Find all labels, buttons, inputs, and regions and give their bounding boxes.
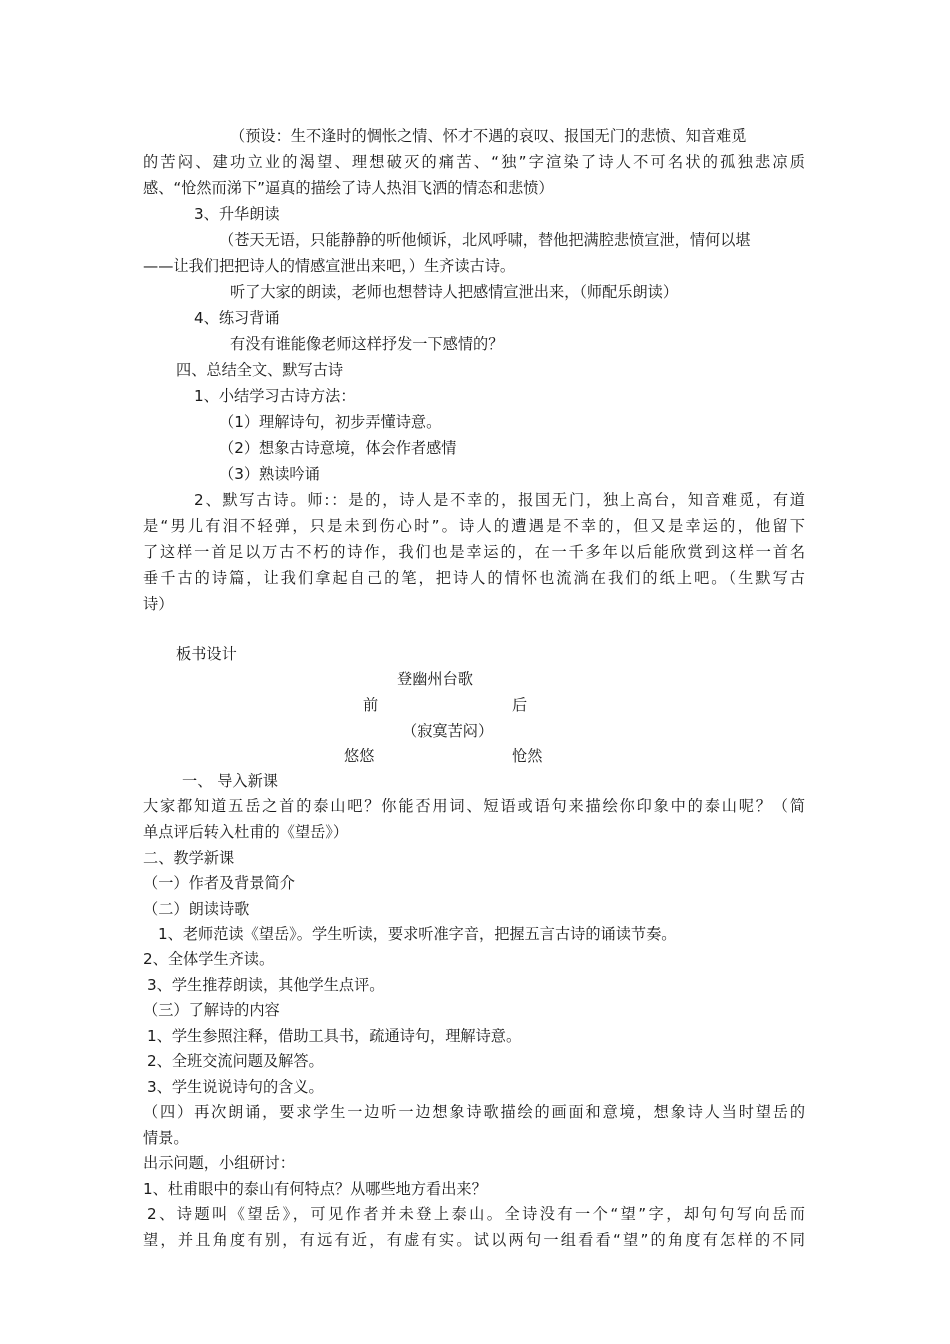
list-item: 2、全体学生齐读。 — [143, 950, 275, 968]
section-heading: 3、升华朗读 — [194, 205, 280, 223]
list-item: 1、老师范读《望岳》。学生听读，要求听准字音，把握五言古诗的诵读节奏。 — [158, 925, 677, 943]
paragraph-line: 出示问题，小组研讨： — [143, 1154, 295, 1172]
paragraph-line: 单点评后转入杜甫的《望岳》） — [143, 823, 349, 841]
list-item: 1、学生参照注释，借助工具书，疏通诗句，理解诗意。 — [147, 1027, 522, 1045]
paragraph-line: ——让我们把把诗人的情感宣泄出来吧，）生齐读古诗。 — [143, 257, 516, 275]
preset-note-line: （预设：生不逢时的惆怅之情、怀才不遇的哀叹、报国无门的悲愤、知音难觅 — [230, 127, 747, 145]
sub-heading: （三）了解诗的内容 — [143, 1001, 280, 1019]
paragraph-line: 了这样一首足以万古不朽的诗作，我们也是幸运的，在一千多年以后能欣赏到这样一首名 — [143, 543, 805, 561]
list-item: （1）理解诗句，初步弄懂诗意。 — [219, 413, 442, 431]
paragraph-line: 听了大家的朗读，老师也想替诗人把感情宣泄出来，（师配乐朗读） — [230, 283, 679, 301]
preset-note-line: 的苦闷、建功立业的渴望、理想破灭的痛苦、“独”字渲染了诗人不可名状的孤独悲凉质 — [143, 153, 805, 171]
paragraph-line: 有没有谁能像老师这样抒发一下感情的？ — [230, 335, 504, 353]
preset-note-line: 感、“怆然而涕下”逼真的描绘了诗人热泪飞洒的情态和悲愤） — [143, 179, 554, 197]
paragraph-line: 望，并且角度有别，有远有近，有虚有实。试以两句一组看看“望”的角度有怎样的不同 — [143, 1231, 805, 1249]
list-item: 3、学生推荐朗读，其他学生点评。 — [147, 976, 385, 994]
list-item: （3）熟读吟诵 — [219, 465, 320, 483]
list-item: 3、学生说说诗句的含义。 — [147, 1078, 324, 1096]
paragraph-line: 大家都知道五岳之首的泰山吧？你能否用词、短语或语句来描绘你印象中的泰山呢？（简 — [143, 797, 805, 815]
section-heading: 四、总结全文、默写古诗 — [176, 361, 344, 379]
paragraph-line: 诗） — [143, 595, 174, 613]
paragraph-line: 2、默写古诗。师:：是的，诗人是不幸的，报国无门，独上高台，知音难觅，有道 — [194, 491, 805, 509]
blackboard-item-left: 悠悠 — [344, 747, 375, 765]
paragraph-line: （四）再次朗诵，要求学生一边听一边想象诗歌描绘的画面和意境，想象诗人当时望岳的 — [143, 1103, 805, 1121]
paragraph-line: 情景。 — [143, 1129, 189, 1147]
section-heading: 二、教学新课 — [143, 849, 235, 867]
blackboard-design-heading: 板书设计 — [176, 645, 237, 663]
list-item: 1、杜甫眼中的泰山有何特点？从哪些地方看出来？ — [143, 1180, 487, 1198]
blackboard-item-right: 怆然 — [512, 747, 543, 765]
paragraph-line: 是“男儿有泪不轻弹，只是未到伤心时”。诗人的遭遇是不幸的，但又是幸运的，他留下 — [143, 517, 805, 535]
blackboard-item-after: 后 — [512, 696, 528, 714]
blackboard-poem-title: 登幽州台歌 — [397, 670, 473, 688]
section-heading: 一、 导入新课 — [182, 772, 278, 790]
section-heading: 4、练习背诵 — [194, 309, 280, 327]
paragraph-line: （苍天无语，只能静静的听他倾诉，北风呼啸，替他把满腔悲愤宣泄，情何以堪 — [219, 231, 751, 249]
sub-heading: （二）朗读诗歌 — [143, 900, 250, 918]
blackboard-item-center: （寂寞苦闷） — [402, 722, 494, 740]
list-item: （2）想象古诗意境，体会作者感情 — [219, 439, 457, 457]
paragraph-line: 垂千古的诗篇，让我们拿起自己的笔，把诗人的情怀也流淌在我们的纸上吧。（生默写古 — [143, 569, 805, 587]
sub-heading: 1、小结学习古诗方法： — [194, 387, 356, 405]
paragraph-line: 2、诗题叫《望岳》，可见作者并未登上泰山。全诗没有一个“望”字，却句句写向岳而 — [147, 1205, 805, 1223]
sub-heading: （一）作者及背景简介 — [143, 874, 295, 892]
list-item: 2、全班交流问题及解答。 — [147, 1052, 324, 1070]
blackboard-item-before: 前 — [363, 696, 379, 714]
